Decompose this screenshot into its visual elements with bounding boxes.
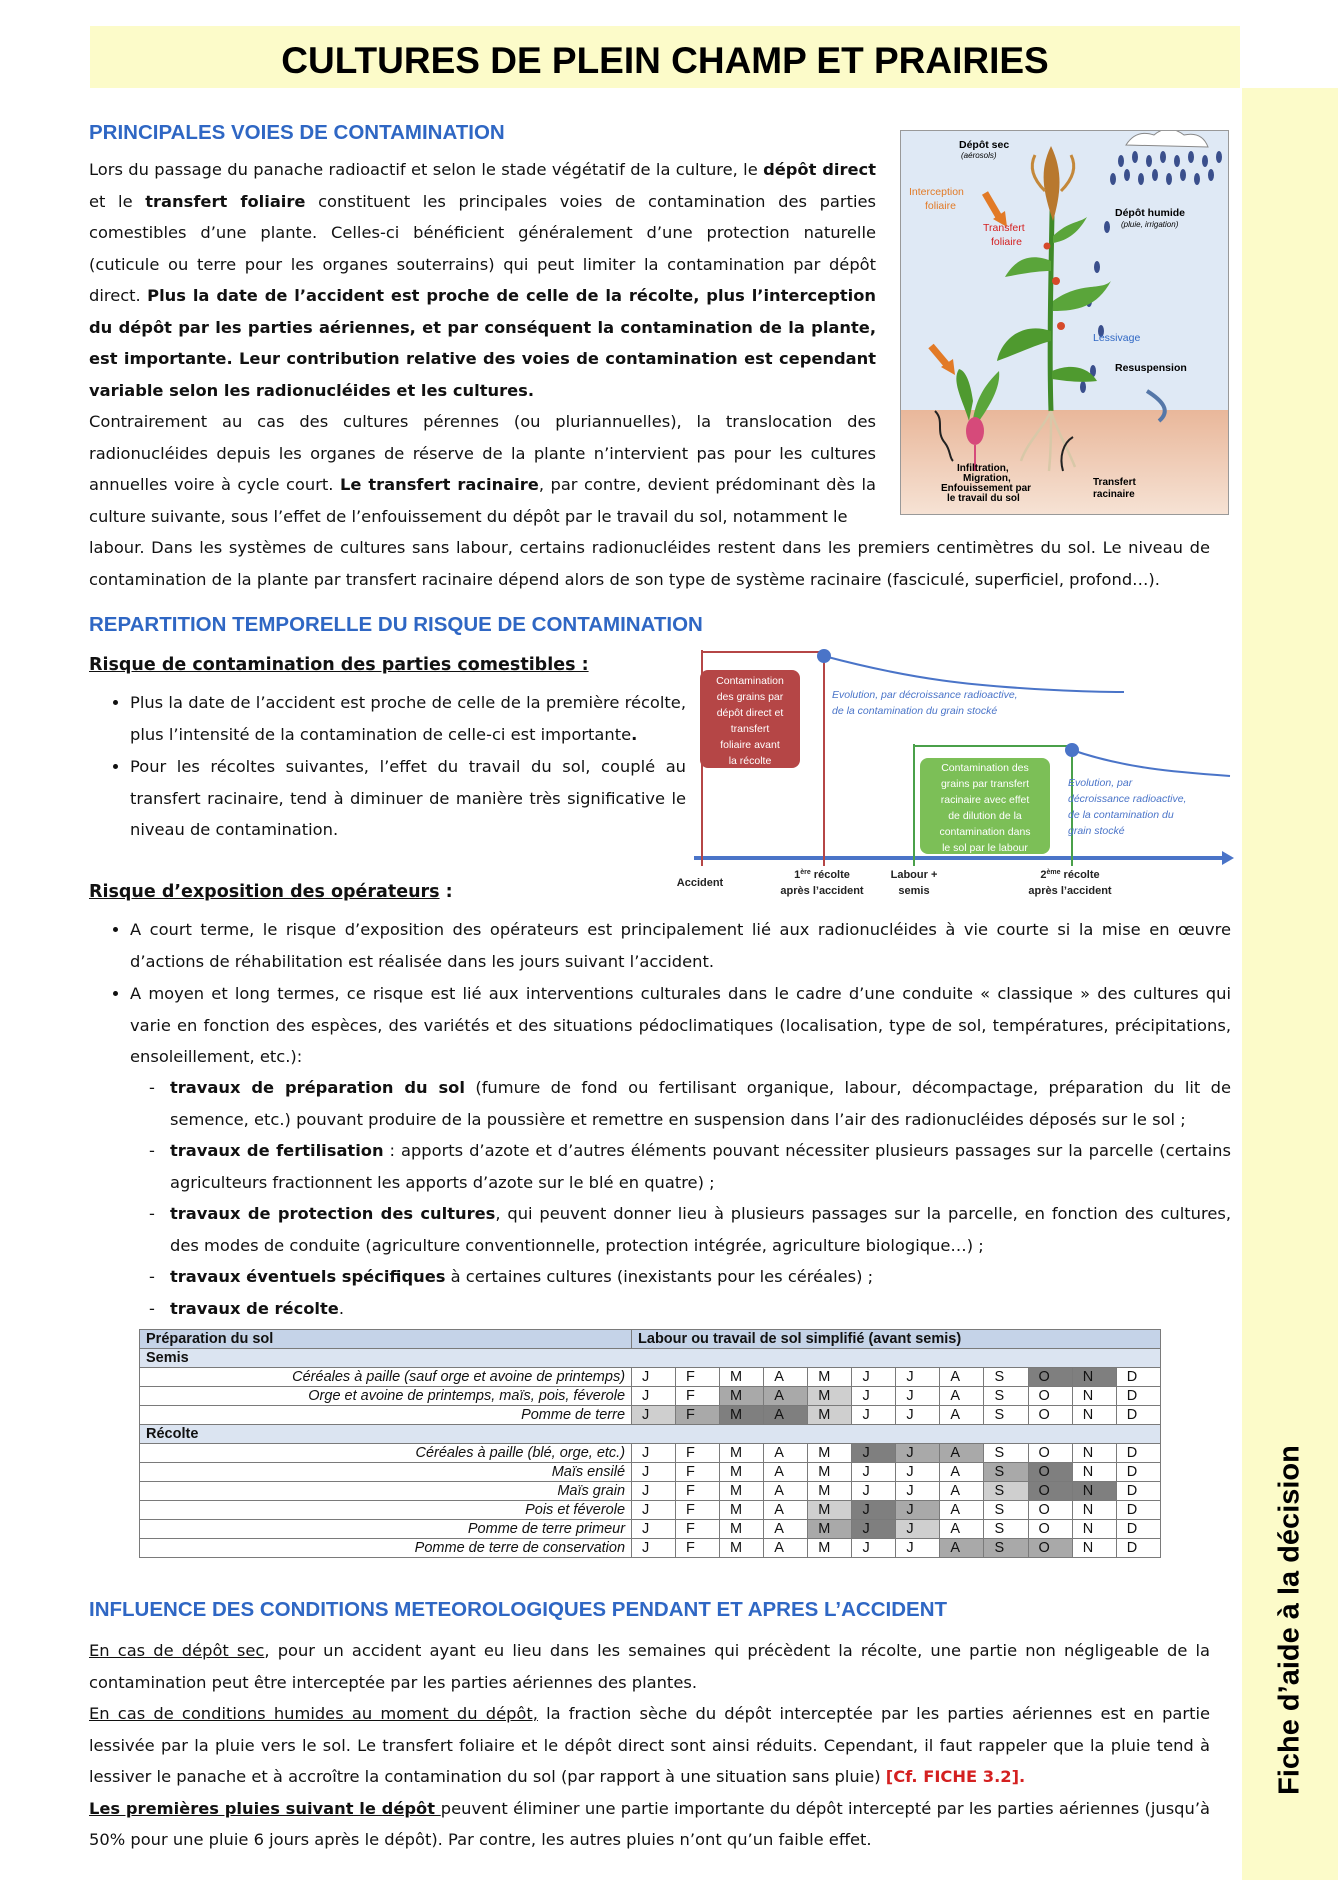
label-labour: Labour + — [890, 869, 938, 881]
month-cell: M — [808, 1463, 852, 1482]
month-cell: N — [1072, 1482, 1116, 1501]
month-cell: M — [720, 1501, 764, 1520]
month-cell: D — [1116, 1463, 1160, 1482]
month-cell: J — [632, 1520, 676, 1539]
month-cell: S — [984, 1387, 1028, 1406]
month-cell: D — [1116, 1387, 1160, 1406]
list-item: • Pour les récoltes suivantes, l’effet du travail du sol, couplé au transfert racinaire, tend à diminuer de manière très significative le niveau de contamination. — [130, 751, 686, 846]
table-row — [140, 1539, 1161, 1558]
box1-line3: dépôt direct et — [716, 707, 784, 719]
month-cell: F — [675, 1501, 719, 1520]
month-cell: O — [1028, 1406, 1072, 1425]
evolution1-line2: de la contamination du grain stocké — [832, 705, 998, 717]
label-accident: Accident — [676, 877, 724, 889]
page-title: CULTURES DE PLEIN CHAMP ET PRAIRIES — [281, 40, 1049, 81]
table-row — [140, 1444, 1161, 1463]
month-cell: F — [675, 1406, 719, 1425]
month-cell: S — [984, 1539, 1028, 1558]
month-cell: A — [764, 1444, 808, 1463]
month-cell: D — [1116, 1482, 1160, 1501]
crop-name-cell: Pomme de terre de conservation — [140, 1539, 632, 1558]
month-cell: M — [720, 1387, 764, 1406]
month-cell: J — [632, 1368, 676, 1387]
month-cell: M — [720, 1482, 764, 1501]
month-cell: A — [940, 1520, 984, 1539]
label-infiltration-4: le travail du sol — [947, 493, 1020, 504]
table-row — [140, 1482, 1161, 1501]
month-cell: J — [852, 1482, 896, 1501]
month-cell: F — [675, 1368, 719, 1387]
month-cell: N — [1072, 1520, 1116, 1539]
month-cell: J — [852, 1387, 896, 1406]
month-cell: F — [675, 1444, 719, 1463]
header-labour: Labour ou travail de sol simplifié (avant semis) — [632, 1330, 1161, 1349]
month-cell: A — [940, 1387, 984, 1406]
month-cell: M — [808, 1539, 852, 1558]
evolution2-line4: grain stocké — [1068, 825, 1125, 837]
month-cell: A — [940, 1482, 984, 1501]
header-preparation: Préparation du sol — [140, 1330, 632, 1349]
section-heading-repartition: REPARTITION TEMPORELLE DU RISQUE DE CONTAMINATION — [89, 613, 703, 636]
list-item: • Plus la date de l’accident est proche de celle de la première récolte, plus l’intensité de la contamination de celle-ci est importante. — [130, 687, 686, 750]
decay-curve-1 — [824, 656, 1124, 692]
box1-line5: foliaire avant — [720, 739, 780, 751]
box1-line1: Contamination — [716, 675, 784, 687]
month-cell: N — [1072, 1539, 1116, 1558]
list-item: - travaux de protection des cultures, qui peuvent donner lieu à plusieurs passages sur la parcelle, en fonction des cultures, des modes de conduite (agriculture conventionnelle, protection intégrée, agriculture biologique…) ; — [170, 1198, 1231, 1261]
decay-curve-2 — [1072, 750, 1230, 776]
evolution2-line3: de la contamination du — [1068, 809, 1174, 821]
harvest-point-2 — [1065, 743, 1079, 757]
section-semis-label: Semis — [140, 1349, 1161, 1368]
month-cell: S — [984, 1368, 1028, 1387]
box2-line6: le sol par le labour — [942, 842, 1028, 854]
month-cell: J — [852, 1520, 896, 1539]
pathways-diagram — [901, 131, 1228, 514]
box2-line3: racinaire avec effet — [940, 794, 1030, 806]
month-cell: M — [808, 1368, 852, 1387]
month-cell: F — [675, 1463, 719, 1482]
month-cell: N — [1072, 1406, 1116, 1425]
table-row — [140, 1368, 1161, 1387]
month-cell: O — [1028, 1444, 1072, 1463]
month-cell: S — [984, 1463, 1028, 1482]
section-recolte-label: Récolte — [140, 1425, 1161, 1444]
list-item: • A court terme, le risque d’exposition des opérateurs est principalement lié aux radionucléides à vie courte si la mise en œuvre d’actions de réhabilitation est réalisée dans les jours suivant l’accident. — [130, 914, 1231, 977]
month-cell: J — [852, 1406, 896, 1425]
month-cell: M — [808, 1520, 852, 1539]
month-cell: J — [632, 1501, 676, 1520]
section-heading-contamination: PRINCIPALES VOIES DE CONTAMINATION — [89, 121, 505, 144]
subheading-operateurs: Risque d’exposition des opérateurs : — [89, 882, 453, 902]
harvest-point-1 — [817, 649, 831, 663]
label-resuspension: Resuspension — [1115, 362, 1187, 374]
label-infiltration-1: Infiltration, — [957, 463, 1009, 474]
label-infiltration-2: Migration, — [963, 473, 1011, 484]
box1-line6: la récolte — [728, 755, 772, 767]
month-cell: M — [720, 1539, 764, 1558]
month-cell: F — [675, 1482, 719, 1501]
recolte-section-row — [140, 1425, 1161, 1444]
month-cell: J — [896, 1387, 940, 1406]
month-cell: S — [984, 1520, 1028, 1539]
label-foliaire: foliaire — [925, 200, 956, 212]
month-cell: D — [1116, 1406, 1160, 1425]
month-cell: J — [852, 1368, 896, 1387]
month-cell: J — [852, 1463, 896, 1482]
month-cell: J — [896, 1482, 940, 1501]
month-cell: J — [632, 1444, 676, 1463]
subheading-parties-comestibles: Risque de contamination des parties comestibles : — [89, 655, 589, 675]
month-cell: O — [1028, 1520, 1072, 1539]
time-axis-arrow-icon — [1222, 851, 1234, 865]
month-cell: D — [1116, 1539, 1160, 1558]
month-cell: A — [940, 1406, 984, 1425]
month-cell: A — [764, 1501, 808, 1520]
month-cell: F — [675, 1539, 719, 1558]
list-item: - travaux de fertilisation : apports d’azote et d’autres éléments pouvant nécessiter plusieurs passages sur la parcelle (certains agriculteurs fractionnent les apports d’azote sur le blé en quatre) ; — [170, 1135, 1231, 1198]
month-cell: S — [984, 1406, 1028, 1425]
month-cell: O — [1028, 1539, 1072, 1558]
crop-name-cell: Céréales à paille (sauf orge et avoine de printemps) — [140, 1368, 632, 1387]
month-cell: N — [1072, 1387, 1116, 1406]
list-item: - travaux éventuels spécifiques à certaines cultures (inexistants pour les céréales) ; — [170, 1261, 1231, 1293]
label-depot-humide: Dépôt humide — [1115, 207, 1185, 219]
month-cell: A — [764, 1482, 808, 1501]
month-cell: J — [852, 1501, 896, 1520]
month-cell: M — [808, 1482, 852, 1501]
month-cell: O — [1028, 1387, 1072, 1406]
fiche-reference-link[interactable]: [Cf. FICHE 3.2]. — [885, 1767, 1026, 1786]
box1-line2: des grains par — [716, 691, 784, 703]
crop-name-cell: Maïs ensilé — [140, 1463, 632, 1482]
month-cell: A — [940, 1539, 984, 1558]
label-racinaire-2: racinaire — [1093, 489, 1135, 500]
month-cell: J — [632, 1539, 676, 1558]
month-cell: A — [764, 1520, 808, 1539]
label-transfert-foliaire-2: foliaire — [991, 236, 1022, 248]
month-cell: A — [764, 1406, 808, 1425]
timeline-diagram — [674, 640, 1236, 900]
label-racinaire-1: Transfert — [1093, 477, 1136, 488]
label-depot-sec: Dépôt sec — [959, 139, 1010, 151]
table-row — [140, 1501, 1161, 1520]
month-cell: A — [764, 1463, 808, 1482]
semis-section-row — [140, 1349, 1161, 1368]
paragraph-contamination-1: Lors du passage du panache radioactif et selon le stade végétatif de la culture, le dépôt direct et le transfert foliaire constituent les principales voies de contamination des parties comestibles d’une plante. Celles-ci bénéficient généralement d’une protection naturelle (cuticule ou terre pour les organes souterrains) qui peut limiter la contamination par dépôt direct. Plus la date de l’accident est proche de celle de la récolte, plus l’interception du dépôt par les parties aériennes, et par conséquent la contamination de la plante, est importante. Leur contribution relative des voies de contamination est cependant variable selon les radionucléides et les cultures. Contrairement au cas des cultures pérennes (ou pluriannuelles), la translocation des radionucléides depuis les organes de réserve de la plante n’intervient pas pour les cultures annuelles voire à cycle court. Le transfert racinaire, par contre, devient prédominant dès la culture suivante, sous l’effet de l’enfouissement du dépôt par le travail du sol, notamment le — [89, 160, 877, 526]
month-cell: A — [940, 1463, 984, 1482]
evolution2-line2: décroissance radioactive, — [1068, 793, 1187, 805]
month-cell: M — [808, 1444, 852, 1463]
month-cell: M — [808, 1387, 852, 1406]
month-cell: D — [1116, 1368, 1160, 1387]
month-cell: F — [675, 1387, 719, 1406]
label-interception: Interception — [909, 186, 964, 198]
label-second-harvest: 2ème récolte — [1040, 869, 1100, 881]
table-row — [140, 1520, 1161, 1539]
month-cell: A — [764, 1539, 808, 1558]
paragraph-contamination-3: labour. Dans les systèmes de cultures sans labour, certains radionucléides restent dans les premiers centimètres du sol. Le niveau de contamination de la plante par transfert racinaire dépend alors de son type de système racinaire (fasciculé, superficiel, profond…). — [89, 538, 1210, 589]
month-cell: A — [764, 1368, 808, 1387]
box2-line2: grains par transfert — [940, 778, 1030, 790]
month-cell: J — [852, 1444, 896, 1463]
crop-name-cell: Céréales à paille (blé, orge, etc.) — [140, 1444, 632, 1463]
month-cell: O — [1028, 1501, 1072, 1520]
month-cell: S — [984, 1444, 1028, 1463]
label-first-harvest: 1ère récolte — [794, 869, 850, 881]
contamination-timeline-figure — [674, 640, 1236, 900]
crop-name-cell: Pois et féverole — [140, 1501, 632, 1520]
month-cell: A — [940, 1368, 984, 1387]
box2-line5: contamination dans — [939, 826, 1031, 838]
evolution2-line1: Evolution, par — [1068, 777, 1133, 789]
list-item: • A moyen et long termes, ce risque est lié aux interventions culturales dans le cadre d’une conduite « classique » des cultures qui varie en fonction des espèces, des variétés et des situations pédoclimatiques (localisation, type de sol, températures, précipitations, ensoleillement, etc.): — [130, 978, 1231, 1073]
side-label: Fiche d’aide à la décision — [1273, 1445, 1306, 1795]
month-cell: M — [720, 1444, 764, 1463]
month-cell: J — [896, 1444, 940, 1463]
month-cell: J — [852, 1539, 896, 1558]
list-parties-comestibles — [108, 687, 686, 847]
crop-name-cell: Maïs grain — [140, 1482, 632, 1501]
month-cell: O — [1028, 1463, 1072, 1482]
table-row — [140, 1387, 1161, 1406]
month-cell: N — [1072, 1463, 1116, 1482]
list-item: - travaux de récolte. — [170, 1293, 1231, 1325]
table-row — [140, 1406, 1161, 1425]
month-cell: J — [896, 1520, 940, 1539]
month-cell: D — [1116, 1444, 1160, 1463]
contamination-pathways-figure — [900, 130, 1229, 515]
crop-name-cell: Orge et avoine de printemps, maïs, pois, féverole — [140, 1387, 632, 1406]
box2-line1: Contamination des — [941, 762, 1029, 774]
table-row — [140, 1463, 1161, 1482]
month-cell: A — [940, 1444, 984, 1463]
month-cell: A — [764, 1387, 808, 1406]
month-cell: M — [720, 1368, 764, 1387]
section-heading-meteo: INFLUENCE DES CONDITIONS METEOROLOGIQUES PENDANT ET APRES L’ACCIDENT — [89, 1598, 948, 1621]
box1-line4: transfert — [730, 723, 770, 735]
month-cell: J — [896, 1501, 940, 1520]
month-cell: D — [1116, 1501, 1160, 1520]
month-cell: A — [940, 1501, 984, 1520]
crop-name-cell: Pomme de terre primeur — [140, 1520, 632, 1539]
label-transfert-foliaire: Transfert — [983, 222, 1025, 234]
month-cell: J — [896, 1539, 940, 1558]
month-cell: J — [632, 1406, 676, 1425]
month-cell: M — [808, 1501, 852, 1520]
month-cell: N — [1072, 1368, 1116, 1387]
crop-name-cell: Pomme de terre — [140, 1406, 632, 1425]
label-lessivage: Lessivage — [1093, 332, 1141, 344]
list-travaux — [148, 1072, 1231, 1324]
evolution1-line1: Evolution, par décroissance radioactive, — [832, 689, 1018, 701]
month-cell: J — [896, 1406, 940, 1425]
month-cell: S — [984, 1482, 1028, 1501]
month-cell: J — [896, 1463, 940, 1482]
list-operateurs — [108, 914, 1231, 1074]
month-cell: J — [896, 1368, 940, 1387]
list-item: - travaux de préparation du sol (fumure de fond ou fertilisant organique, labour, décompactage, préparation du lit de semence, etc.) pouvant produire de la poussière et remettre en suspension dans l’air des radionucléides déposés sur le sol ; — [170, 1072, 1231, 1135]
table-header-row — [140, 1330, 1161, 1349]
month-cell: O — [1028, 1482, 1072, 1501]
month-cell: F — [675, 1520, 719, 1539]
month-cell: N — [1072, 1444, 1116, 1463]
label-pluie: (pluie, irrigation) — [1121, 220, 1179, 229]
month-cell: O — [1028, 1368, 1072, 1387]
crop-calendar-table — [139, 1329, 1161, 1558]
label-aerosols: (aérosols) — [961, 151, 997, 160]
month-cell: J — [632, 1463, 676, 1482]
box2-line4: de dilution de la — [948, 810, 1022, 822]
month-cell: M — [720, 1406, 764, 1425]
month-cell: M — [808, 1406, 852, 1425]
month-cell: J — [632, 1482, 676, 1501]
month-cell: J — [632, 1387, 676, 1406]
label-infiltration-3: Enfouissement par — [941, 483, 1032, 494]
label-second-harvest-2: après l’accident — [1028, 885, 1112, 897]
label-first-harvest-2: après l’accident — [780, 885, 864, 897]
paragraph-meteo: En cas de dépôt sec, pour un accident ayant eu lieu dans les semaines qui précèdent la récolte, une partie non négligeable de la contamination peut être interceptée par les parties aériennes des plantes. En cas de conditions humides au moment du dépôt, la fraction sèche du dépôt interceptée par les parties aériennes est en partie lessivée par la pluie vers le sol. Le transfert foliaire et le dépôt direct sont ainsi réduits. Cependant, il faut rappeler que la pluie tend à lessiver le panache et à accroître la contamination du sol (par rapport à une situation sans pluie) [Cf. FICHE 3.2]. Les premières pluies suivant le dépôt peuvent éliminer une partie importante du dépôt intercepté par les parties aériennes (jusqu’à 50% pour une pluie 6 jours après le dépôt). Par contre, les autres pluies n’ont qu’un faible effet. — [89, 1641, 1210, 1849]
month-cell: D — [1116, 1520, 1160, 1539]
month-cell: M — [720, 1520, 764, 1539]
month-cell: M — [720, 1463, 764, 1482]
month-cell: N — [1072, 1501, 1116, 1520]
month-cell: S — [984, 1501, 1028, 1520]
label-semis: semis — [898, 885, 930, 897]
